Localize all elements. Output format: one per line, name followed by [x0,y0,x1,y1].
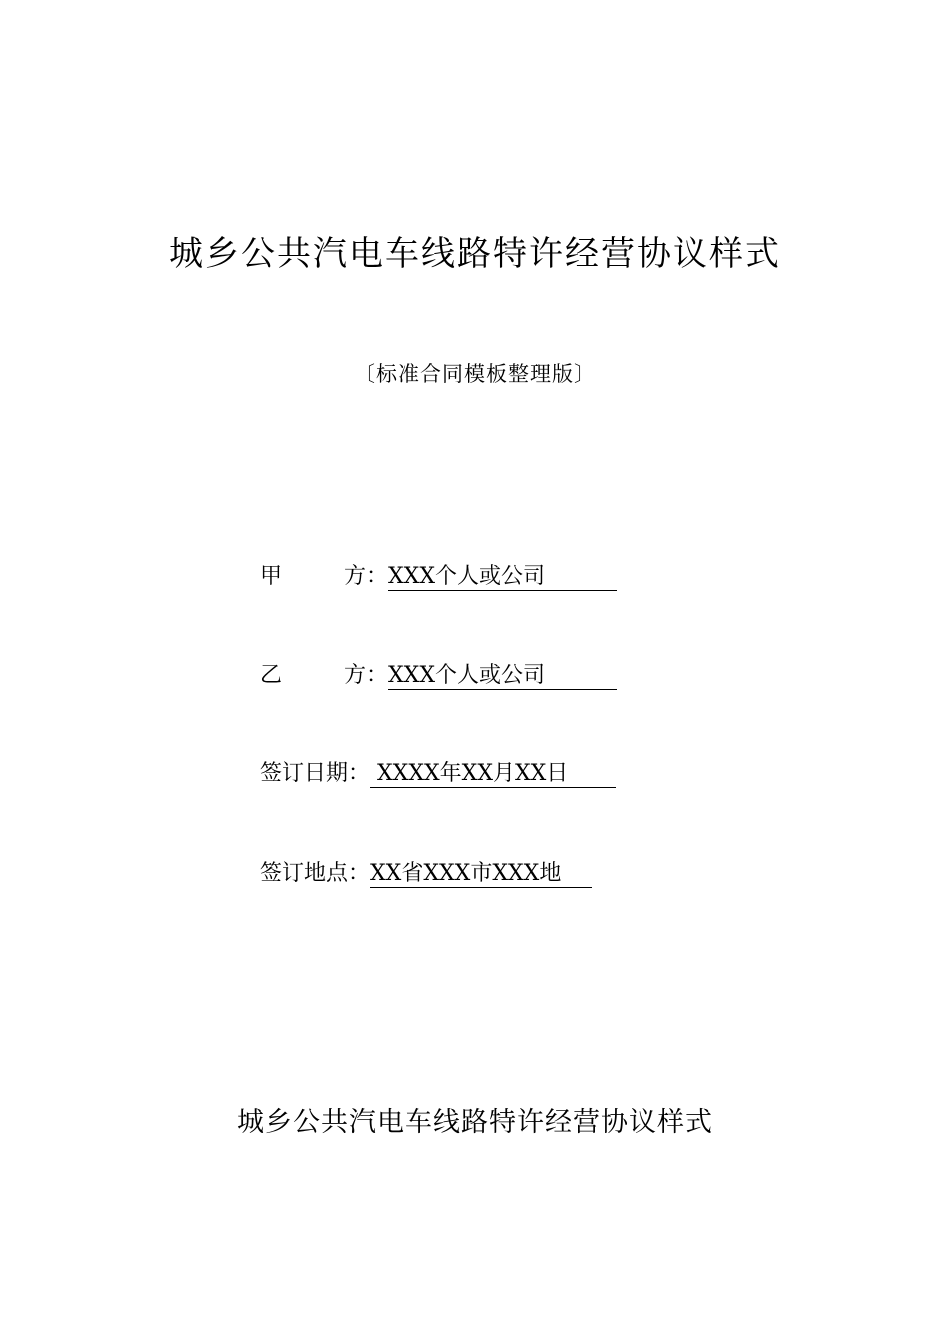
party-b-label: 乙 方： [260,663,388,688]
signing-date-field [260,757,616,791]
signing-place-value: XX省XXX市XXX地 [370,861,592,888]
signing-place-field [260,857,592,891]
party-b-value: XXX个人或公司 [388,663,617,690]
party-b-field [260,659,617,693]
signing-date-value: XXXX年XX月XX日 [370,761,616,788]
party-a-label: 甲 方： [260,564,388,589]
document-subtitle: 〔标准合同模板整理版〕 [354,362,596,386]
signing-place-label: 签订地点： [260,861,371,886]
document-bottom-title: 城乡公共汽电车线路特许经营协议样式 [237,1107,713,1138]
document-title: 城乡公共汽电车线路特许经营协议样式 [169,234,781,274]
party-a-value: XXX个人或公司 [388,564,617,591]
party-a-field [260,560,617,594]
signing-date-label: 签订日期： [260,761,371,786]
